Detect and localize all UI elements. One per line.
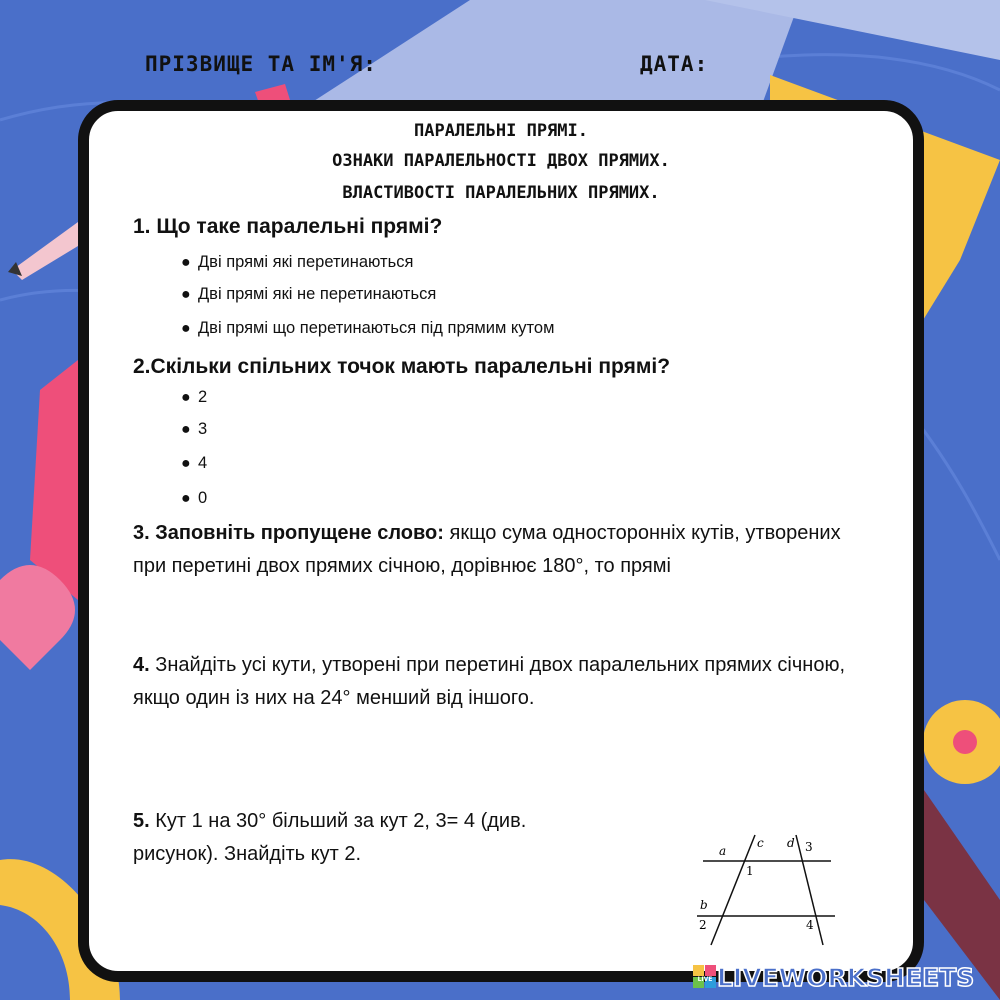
bullet-icon: ● — [181, 286, 191, 303]
question-3 — [133, 517, 873, 583]
title-line-1: ПАРАЛЕЛЬНІ ПРЯМІ. — [414, 121, 588, 141]
question-5-label: 5. — [133, 810, 150, 832]
label-3: 3 — [805, 840, 813, 854]
question-2-option[interactable]: ● 2 — [181, 388, 208, 406]
geometry-figure — [689, 829, 839, 949]
bullet-icon: ● — [181, 254, 191, 271]
liveworksheets-logo-icon — [693, 965, 717, 989]
label-4: 4 — [806, 918, 814, 932]
bullet-icon: ● — [181, 421, 191, 438]
surname-name-label: ПРІЗВИЩЕ ТА ІМ'Я: — [145, 52, 377, 76]
question-2-option[interactable]: ● 0 — [181, 489, 208, 507]
question-3-label: 3. Заповніть пропущене слово: — [133, 522, 444, 544]
question-5-text: Кут 1 на 30° більший за кут 2, 3= 4 (див. рисунок). Знайдіть кут 2. — [133, 810, 527, 865]
svg-text:LIVE: LIVE — [697, 976, 713, 983]
question-1-option[interactable]: ● Дві прямі що перетинаються під прямим кутом — [181, 319, 555, 337]
liveworksheets-watermark — [693, 962, 974, 992]
question-3-text: якщо сума односторонніх кутів, утворених при перетині двох прямих січною, дорівнює 180°, то прямі — [133, 522, 841, 577]
question-2-option[interactable]: ● 4 — [181, 454, 208, 472]
label-1: 1 — [746, 864, 754, 878]
question-1-heading: 1. Що таке паралельні прямі? — [133, 215, 443, 238]
title-line-2: ОЗНАКИ ПАРАЛЕЛЬНОСТІ ДВОХ ПРЯМИХ. — [332, 151, 670, 171]
label-a: a — [719, 844, 727, 858]
watermark-text: LIVEWORKSHEETS — [717, 962, 975, 992]
question-2-heading: 2.Скільки спільних точок мають паралельні прямі? — [133, 355, 671, 378]
question-1-option[interactable]: ● Дві прямі які не перетинаються — [181, 285, 437, 303]
question-2-option[interactable]: ● 3 — [181, 420, 208, 438]
question-4 — [133, 649, 873, 715]
bullet-icon: ● — [181, 455, 191, 472]
question-4-label: 4. — [133, 654, 150, 676]
date-label: ДАТА: — [640, 52, 709, 76]
title-line-3: ВЛАСТИВОСТІ ПАРАЛЕЛЬНИХ ПРЯМИХ. — [342, 183, 660, 203]
bullet-icon: ● — [181, 320, 191, 337]
label-c: c — [757, 836, 764, 850]
question-1-option[interactable]: ● Дві прямі які перетинаються — [181, 253, 414, 271]
label-b: b — [700, 898, 708, 912]
bullet-icon: ● — [181, 389, 191, 406]
worksheet-card — [78, 100, 924, 982]
label-d: d — [787, 836, 795, 850]
label-2: 2 — [699, 918, 707, 932]
line-c — [711, 835, 755, 945]
question-5 — [133, 805, 613, 871]
question-4-text: Знайдіть усі кути, утворені при перетині двох паралельних прямих січною, якщо один із них на 24° менший від іншого. — [133, 654, 846, 709]
bullet-icon: ● — [181, 490, 191, 507]
